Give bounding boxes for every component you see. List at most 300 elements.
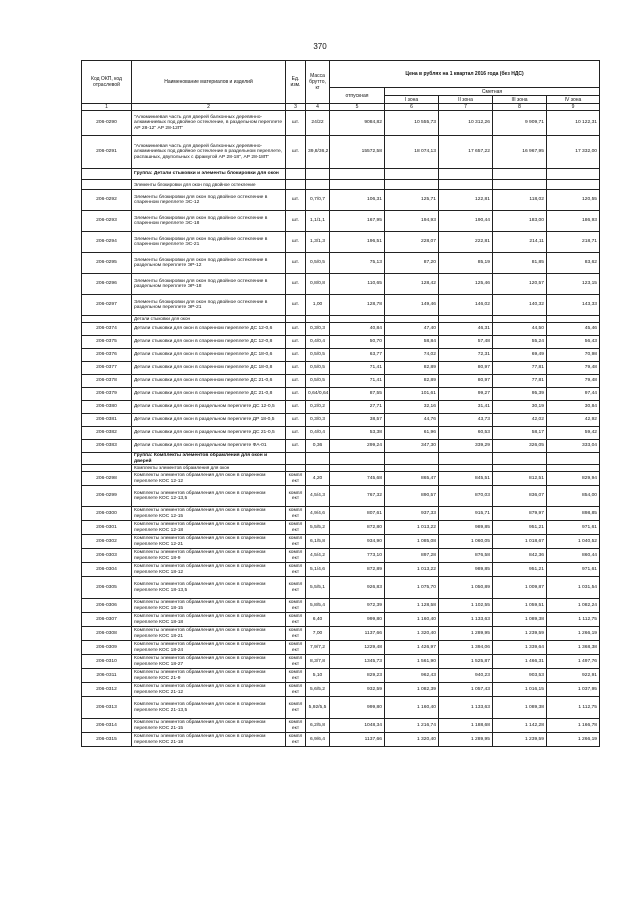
cell-code: 206-0295 [82,253,132,274]
cell-mass: 0,2/0,2 [306,401,330,414]
table-row [82,563,600,577]
cell-name: Детали стыковки для окон в спаренном переплете ДС 12-0,8 [132,336,286,349]
table-row [82,733,600,747]
cell-empty [306,169,330,180]
cell-price-release: 71,41 [330,375,385,388]
cell-name: Детали стыковки для окон в спаренном переплете ДС 18-0,8 [132,362,286,375]
cell-price-zone-1: 128,42 [385,274,439,295]
cell-empty [547,465,600,472]
cell-price-zone-4: 30,84 [547,401,600,414]
cell-price-zone-2: 1 060,05 [439,535,493,549]
cell-price-zone-4: 97,44 [547,388,600,401]
cell-unit: компл ект [286,577,306,599]
cell-empty [547,169,600,180]
table-row [82,669,600,683]
cell-name: Комплекты элементов обрамления для окон в спаренном переплете КОС 12-15 [132,507,286,521]
cell-price-zone-3: 9 909,71 [493,111,547,136]
cell-price-zone-4: 83,62 [547,253,600,274]
cell-empty [385,316,439,323]
cell-code: 206-0305 [82,577,132,599]
cell-mass: 1,1/1,1 [306,211,330,232]
cell-price-release: 87,55 [330,388,385,401]
cell-mass: 4,20 [306,472,330,486]
cell-unit: шт. [286,362,306,375]
cell-unit: компл ект [286,733,306,747]
table-row [82,641,600,655]
cell-mass: 24/22 [306,111,330,136]
cell-empty [330,453,385,465]
cell-code: 206-0300 [82,507,132,521]
cell-mass: 5,5/5,2 [306,521,330,535]
cell-code: 206-0312 [82,683,132,697]
table-row [82,323,600,336]
cell-unit: компл ект [286,599,306,613]
cell-price-zone-3: 903,53 [493,669,547,683]
cell-price-zone-1: 125,71 [385,190,439,211]
cell-code: 206-0311 [82,669,132,683]
cell-empty [330,465,385,472]
cell-price-zone-3: 1 239,59 [493,627,547,641]
cell-unit: шт. [286,323,306,336]
cell-empty [286,169,306,180]
cell-price-zone-2: 122,81 [439,190,493,211]
table-row [82,401,600,414]
cell-price-release: 872,80 [330,521,385,535]
table-body [82,111,600,747]
cell-name: Комплекты элементов обрамления для окон в спаренном переплете КОС 21-13,5 [132,697,286,719]
subgroup-row [82,180,600,190]
cell-name: Детали стыковки для окон в раздельном переплете ФА-01 [132,440,286,453]
cell-empty [385,465,439,472]
cell-name: Комплекты элементов обрамления для окон в спаренном переплете КОС 21-18 [132,733,286,747]
cell-name: Комплекты элементов обрамления для окон в спаренном переплете КОС 12-18 [132,521,286,535]
cell-unit: компл ект [286,613,306,627]
cell-name: Комплекты элементов обрамления для окон в спаренном переплете КОС 18-21 [132,627,286,641]
cell-empty [439,465,493,472]
cell-mass: 0,3/0,3 [306,414,330,427]
table-row [82,627,600,641]
cell-mass: 4,9/4,6 [306,507,330,521]
cell-price-release: 807,61 [330,507,385,521]
table-row [82,613,600,627]
cell-price-release: 767,32 [330,486,385,507]
cell-price-release: 934,90 [330,535,385,549]
cell-unit: компл ект [286,535,306,549]
cell-mass: 5,6/5,2 [306,683,330,697]
cell-price-zone-1: 1 320,40 [385,733,439,747]
cell-price-zone-2: 845,51 [439,472,493,486]
cell-empty [493,465,547,472]
cell-empty [286,453,306,465]
cell-price-zone-2: 989,85 [439,563,493,577]
cell-code: 206-0302 [82,535,132,549]
cell-price-zone-3: 951,21 [493,563,547,577]
cell-name: Комплекты элементов обрамления для окон в спаренном переплете КОС 21-15 [132,719,286,733]
cell-price-zone-1: 347,30 [385,440,439,453]
cell-mass: 6,40 [306,613,330,627]
cell-price-zone-4: 70,98 [547,349,600,362]
cell-empty [330,169,385,180]
cell-price-release: 745,68 [330,472,385,486]
cell-name: Детали стыковки для окон в раздельном переплете ДС 12-0,5 [132,401,286,414]
cell-price-zone-4: 218,71 [547,232,600,253]
cell-empty [330,316,385,323]
cell-name: Комплекты элементов обрамления для окон в спаренном переплете КОС 18-15 [132,599,286,613]
cell-price-zone-2: 222,81 [439,232,493,253]
cell-name: Детали стыковки для окон в раздельном переплете ДР 18-0,5 [132,414,286,427]
cell-price-zone-2: 1 188,68 [439,719,493,733]
table-row [82,349,600,362]
cell-name: Элементы блокировки для окон под двойное остекление в раздельном переплете ЭР-18 [132,274,286,295]
cell-price-zone-2: 60,53 [439,427,493,440]
cell-empty [286,180,306,190]
cell-mass: 0,7/0,7 [306,190,330,211]
cell-price-zone-4: 1 112,75 [547,613,600,627]
table-row [82,486,600,507]
cell-price-zone-3: 42,02 [493,414,547,427]
cell-price-zone-2: 17 657,22 [439,136,493,169]
cell-price-zone-3: 1 089,38 [493,613,547,627]
cell-unit: компл ект [286,507,306,521]
cell-price-zone-1: 937,33 [385,507,439,521]
cell-empty [306,465,330,472]
cell-price-zone-2: 10 312,26 [439,111,493,136]
table-row [82,375,600,388]
cell-price-zone-4: 922,91 [547,669,600,683]
table-row [82,295,600,316]
cell-empty [493,453,547,465]
table-row [82,549,600,563]
cell-price-zone-4: 42,92 [547,414,600,427]
cell-price-release: 167,95 [330,211,385,232]
table-row [82,136,600,169]
cell-price-zone-3: 1 089,38 [493,697,547,719]
cell-empty [439,316,493,323]
cell-mass: 5,8/5,4 [306,599,330,613]
cell-empty [385,180,439,190]
cell-code: 206-0313 [82,697,132,719]
cell-name: "Алюминиевая часть для дверей балконных деревянно-алюминиевых под двойное остекление, в раздельном переплете АР 28-12" АР 28-12П" [132,111,286,136]
cell-price-zone-2: 80,97 [439,362,493,375]
cell-name: Элементы блокировки для окон под двойное остекление в раздельном переплете ЭР-12 [132,253,286,274]
table-row [82,599,600,613]
cell-empty [385,169,439,180]
cell-unit: компл ект [286,627,306,641]
cell-empty [330,180,385,190]
cell-price-zone-3: 55,24 [493,336,547,349]
cell-code: 206-0293 [82,211,132,232]
cell-price-zone-1: 87,20 [385,253,439,274]
cell-price-zone-3: 1 059,51 [493,599,547,613]
cell-empty [439,453,493,465]
cell-name: Комплекты элементов обрамления для окон в спаренном переплете КОС 12-21 [132,535,286,549]
cell-price-zone-4: 829,94 [547,472,600,486]
table-row [82,362,600,375]
table-row [82,719,600,733]
header-unit: Ед. изм. [286,61,306,104]
cell-price-zone-1: 47,40 [385,323,439,336]
cell-price-zone-3: 183,00 [493,211,547,232]
cell-price-zone-2: 1 394,06 [439,641,493,655]
cell-name: Комплекты элементов обрамления для окон в спаренном переплете КОС 18-18 [132,613,286,627]
cell-price-zone-3: 120,57 [493,274,547,295]
cell-price-zone-1: 1 426,97 [385,641,439,655]
subgroup-title: Элементы блокировки для окон под двойное остекление [132,180,286,190]
cell-price-zone-2: 989,85 [439,521,493,535]
cell-price-zone-3: 1 466,31 [493,655,547,669]
cell-empty [547,316,600,323]
cell-code: 206-0310 [82,655,132,669]
table-row [82,577,600,599]
cell-empty [286,465,306,472]
cell-code: 206-0308 [82,627,132,641]
cell-price-zone-4: 1 082,24 [547,599,600,613]
cell-name: Элементы блокировки для окон под двойное остекление в спаренном переплете ЭС-18 [132,211,286,232]
cell-code: 206-0376 [82,349,132,362]
cell-price-zone-1: 1 075,70 [385,577,439,599]
header-zone-4: IV зона [547,96,600,104]
cell-price-zone-3: 1 239,59 [493,733,547,747]
cell-price-release: 829,23 [330,669,385,683]
cell-price-zone-1: 897,28 [385,549,439,563]
cell-unit: компл ект [286,641,306,655]
cell-code: 206-0383 [82,440,132,453]
cell-price-zone-2: 870,03 [439,486,493,507]
table-row [82,697,600,719]
cell-price-zone-3: 812,51 [493,472,547,486]
cell-empty [547,180,600,190]
cell-code: 206-0382 [82,427,132,440]
cell-price-zone-1: 194,93 [385,211,439,232]
cell-unit: компл ект [286,655,306,669]
cell-empty [493,169,547,180]
cell-unit: шт. [286,336,306,349]
cell-price-zone-4: 1 368,38 [547,641,600,655]
cell-mass: 0,8/0,8 [306,274,330,295]
cell-price-release: 110,65 [330,274,385,295]
cell-unit: компл ект [286,697,306,719]
cell-price-zone-1: 1 320,40 [385,627,439,641]
cell-name: Детали стыковки для окон в спаренном переплете ДС 12-0,6 [132,323,286,336]
cell-price-zone-3: 77,81 [493,375,547,388]
cell-price-release: 71,41 [330,362,385,375]
cell-price-release: 50,70 [330,336,385,349]
cell-price-zone-4: 1 037,95 [547,683,600,697]
col-number: 6 [385,104,439,111]
cell-unit: компл ект [286,486,306,507]
col-number: 4 [306,104,330,111]
cell-unit: шт. [286,253,306,274]
cell-code: 206-0307 [82,613,132,627]
cell-price-zone-4: 186,93 [547,211,600,232]
table-row [82,190,600,211]
cell-mass: 6,1/5,8 [306,535,330,549]
table-row [82,336,600,349]
col-number: 5 [330,104,385,111]
cell-price-zone-4: 56,43 [547,336,600,349]
table-row [82,655,600,669]
cell-price-zone-3: 1 142,28 [493,719,547,733]
cell-price-zone-4: 860,44 [547,549,600,563]
header-mass: Масса брутто, кг [306,61,330,104]
cell-code: 206-0297 [82,295,132,316]
table-row [82,507,600,521]
cell-price-zone-4: 79,48 [547,362,600,375]
header-code: Код ОКП, код отраслевой [82,61,132,104]
cell-price-zone-4: 1 266,19 [547,733,600,747]
group-title: Группа: Комплекты элементов обрамления для окон и дверей [132,453,286,465]
cell-price-zone-1: 1 160,40 [385,613,439,627]
cell-price-zone-1: 1 216,74 [385,719,439,733]
cell-name: Детали стыковки для окон в спаренном переплете ДС 21-0,6 [132,375,286,388]
cell-price-zone-1: 101,61 [385,388,439,401]
cell-mass: 5,1/4,6 [306,563,330,577]
cell-mass: 0,5/0,5 [306,253,330,274]
cell-unit: шт. [286,440,306,453]
cell-unit: шт. [286,274,306,295]
cell-price-release: 75,13 [330,253,385,274]
cell-price-zone-1: 890,57 [385,486,439,507]
cell-price-zone-2: 915,71 [439,507,493,521]
cell-price-zone-3: 836,07 [493,486,547,507]
cell-price-zone-4: 143,33 [547,295,600,316]
cell-name: Детали стыковки для окон в раздельном переплете ДС 21-0,5 [132,427,286,440]
cell-price-release: 972,39 [330,599,385,613]
cell-price-zone-4: 123,15 [547,274,600,295]
cell-price-zone-1: 1 082,39 [385,683,439,697]
cell-name: Комплекты элементов обрамления для окон в спаренном переплете КОС 12-13,5 [132,486,286,507]
cell-price-release: 1345,73 [330,655,385,669]
cell-name: Комплекты элементов обрамления для окон в спаренном переплете КОС 21-9 [132,669,286,683]
cell-price-zone-2: 940,23 [439,669,493,683]
header-zone-1: I зона [385,96,439,104]
cell-mass: 0,4/0,4 [306,336,330,349]
col-number: 1 [82,104,132,111]
cell-price-release: 106,31 [330,190,385,211]
cell-price-zone-3: 44,50 [493,323,547,336]
cell-price-zone-1: 1 160,40 [385,697,439,719]
cell-price-zone-1: 1 085,08 [385,535,439,549]
cell-price-zone-2: 1 050,89 [439,577,493,599]
cell-price-release: 1229,48 [330,641,385,655]
cell-price-zone-1: 149,46 [385,295,439,316]
cell-code: 206-0299 [82,486,132,507]
cell-price-zone-3: 118,02 [493,190,547,211]
cell-mass: 0,4/0,4 [306,427,330,440]
subgroup-title: Детали стыковки для окон [132,316,286,323]
cell-code: 206-0375 [82,336,132,349]
table-row [82,274,600,295]
cell-name: Детали стыковки для окон в спаренном переплете ДС 18-0,6 [132,349,286,362]
cell-mass: 7,00 [306,627,330,641]
cell-price-zone-4: 17 332,00 [547,136,600,169]
cell-name: Элементы блокировки для окон под двойное остекление в раздельном переплете ЭР-21 [132,295,286,316]
cell-price-release: 38,57 [330,414,385,427]
cell-price-zone-4: 1 031,54 [547,577,600,599]
cell-price-zone-4: 45,46 [547,323,600,336]
cell-name: Комплекты элементов обрамления для окон в спаренном переплете КОС 18-13,5 [132,577,286,599]
cell-unit: шт. [286,401,306,414]
cell-price-zone-4: 120,55 [547,190,600,211]
cell-price-zone-4: 1 040,52 [547,535,600,549]
cell-mass: 5,5/5,1 [306,577,330,599]
col-number: 7 [439,104,493,111]
cell-price-zone-3: 1 339,64 [493,641,547,655]
group-title: Группа: Детали стыковки и элементы блокировки для окон [132,169,286,180]
cell-code: 206-0374 [82,323,132,336]
cell-code: 206-0314 [82,719,132,733]
cell-price-zone-3: 214,11 [493,232,547,253]
cell-name: Элементы блокировки для окон под двойное остекление в спаренном переплете ЭС-12 [132,190,286,211]
cell-empty [306,180,330,190]
cell-code: 206-0381 [82,414,132,427]
cell-price-zone-4: 971,61 [547,521,600,535]
cell-price-zone-1: 74,02 [385,349,439,362]
table-row [82,472,600,486]
cell-empty [385,453,439,465]
cell-code: 206-0379 [82,388,132,401]
cell-unit: шт. [286,414,306,427]
cell-price-release: 299,24 [330,440,385,453]
cell-price-zone-4: 1 497,76 [547,655,600,669]
header-release: отпускная [330,88,385,104]
cell-price-zone-2: 46,31 [439,323,493,336]
cell-price-zone-4: 59,42 [547,427,600,440]
header-price-title: Цена в рублях на 1 квартал 2016 года (без НДС) [330,61,600,88]
cell-price-release: 9084,82 [330,111,385,136]
cell-price-release: 872,89 [330,563,385,577]
cell-mass: 6,2/5,8 [306,719,330,733]
cell-price-zone-3: 16 967,95 [493,136,547,169]
price-table [81,60,600,747]
cell-unit: шт. [286,111,306,136]
cell-name: Комплекты элементов обрамления для окон в спаренном переплете КОС 12-12 [132,472,286,486]
table-row [82,535,600,549]
cell-price-zone-1: 61,96 [385,427,439,440]
subgroup-title: Комплекты элементов обрамления для окон [132,465,286,472]
cell-price-zone-4: 1 112,75 [547,697,600,719]
cell-unit: шт. [286,295,306,316]
cell-price-release: 926,83 [330,577,385,599]
cell-name: Комплекты элементов обрамления для окон в спаренном переплете КОС 21-12 [132,683,286,697]
table-row [82,683,600,697]
cell-mass: 0,64/0,64 [306,388,330,401]
cell-unit: шт. [286,388,306,401]
cell-unit: компл ект [286,563,306,577]
cell-mass: 5,10 [306,669,330,683]
cell-price-zone-1: 1 561,90 [385,655,439,669]
cell-price-zone-4: 79,48 [547,375,600,388]
group-row [82,169,600,180]
cell-price-release: 27,71 [330,401,385,414]
cell-unit: шт. [286,375,306,388]
cell-code [82,465,132,472]
cell-name: Комплекты элементов обрамления для окон в спаренном переплете КОС 18-27 [132,655,286,669]
cell-price-zone-3: 1 009,87 [493,577,547,599]
cell-price-zone-2: 146,02 [439,295,493,316]
cell-price-zone-4: 1 266,19 [547,627,600,641]
cell-code: 206-0298 [82,472,132,486]
cell-name: "Алюминиевая часть для дверей балконных деревянно-алюминиевых под двойное остекление в раздельном переплете, распашных, двупольных с фрамугой АР 28-18", АР 28-18П" [132,136,286,169]
cell-price-zone-1: 10 555,73 [385,111,439,136]
cell-code: 206-0377 [82,362,132,375]
cell-price-zone-1: 228,07 [385,232,439,253]
cell-price-release: 932,59 [330,683,385,697]
table-row [82,388,600,401]
cell-price-zone-3: 326,05 [493,440,547,453]
cell-price-zone-2: 190,44 [439,211,493,232]
cell-price-zone-1: 1 013,22 [385,563,439,577]
